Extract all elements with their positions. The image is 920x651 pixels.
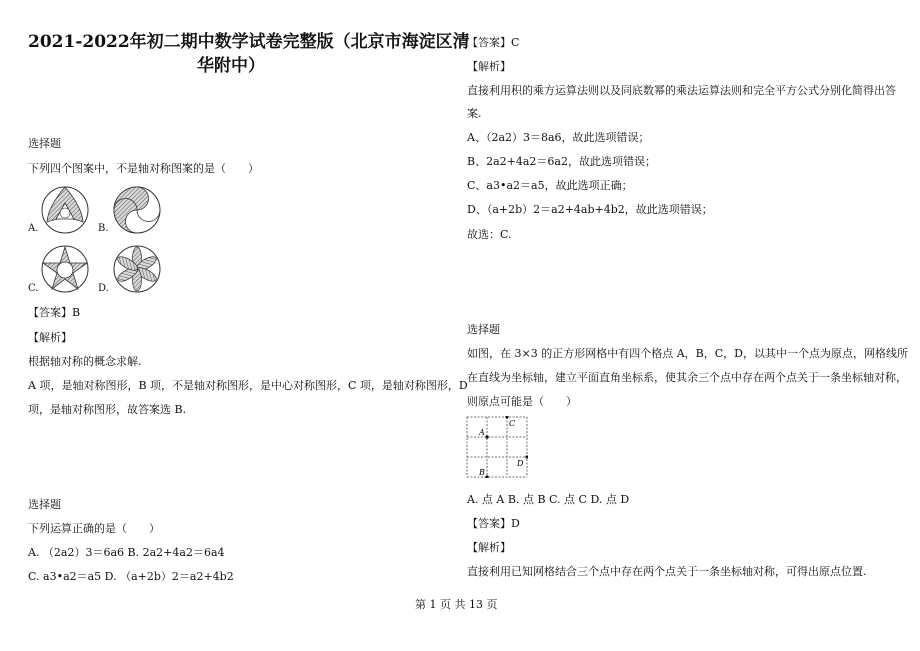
q3-analysis-1: 直接利用已知网格结合三个点中存在两个点关于一条坐标轴对称，可得出原点位置.: [467, 565, 867, 578]
q1-stem: 下列四个图案中，不是轴对称图案的是（ ）: [28, 162, 259, 175]
q2-analysis-6: D、（a+2b）2＝a2+4ab+4b2，故此选项错误；: [467, 203, 713, 216]
grid-point-d: [525, 455, 528, 458]
page-number: 第 1 页 共 13 页: [415, 598, 498, 611]
q3-stem-2: 在直线为坐标轴，建立平面直角坐标系，使其余三个点中存在两个点关于一条坐标轴对称，: [467, 371, 907, 384]
q2-analysis-3: A、（2a2）3＝8a6，故此选项错误；: [467, 131, 650, 144]
grid-point-a: [485, 435, 488, 438]
q2-analysis-7: 故选：C.: [467, 228, 512, 241]
page-title-line1: 2021-2022年初二期中数学试卷完整版（北京市海淀区清: [28, 32, 470, 52]
q1-option-c: C.: [28, 283, 39, 294]
q1-option-a: A.: [28, 223, 39, 234]
q2-analysis-head: 【解析】: [467, 60, 511, 73]
q3-stem-3: 则原点可能是（ ）: [467, 395, 577, 408]
q1-analysis-3: 项，是轴对称图形，故答案选 B.: [28, 403, 187, 416]
q1-analysis-1: 根据轴对称的概念求解.: [28, 355, 142, 368]
grid-figure: [466, 416, 528, 478]
figure-b: [112, 185, 162, 235]
q1-answer: 【答案】B: [28, 306, 81, 319]
q1-option-d: D.: [98, 283, 109, 294]
figure-a: [40, 185, 90, 235]
grid-label-a: A: [479, 428, 485, 437]
figure-d: [112, 244, 162, 294]
q2-options-line2: C. a3•a2＝a5 D. （a+2b）2＝a2+4b2: [28, 570, 234, 583]
grid-label-b: B: [479, 468, 485, 477]
q3-stem-1: 如图，在 3×3 的正方形网格中有四个格点 A，B，C，D，以其中一个点为原点，网格线所: [467, 347, 908, 360]
q2-analysis-4: B、2a2+4a2＝6a2，故此选项错误；: [467, 155, 656, 168]
q1-analysis-2: A 项，是轴对称图形，B 项，不是轴对称图形，是中心对称图形，C 项，是轴对称图形，D: [28, 379, 468, 392]
q3-options: A. 点 A B. 点 B C. 点 C D. 点 D: [467, 493, 630, 506]
q1-option-b: B.: [98, 223, 109, 234]
q2-options-line1: A. （2a2）3＝6a6 B. 2a2+4a2＝6a4: [28, 546, 225, 559]
grid-label-d: D: [517, 459, 524, 468]
figure-c: [40, 244, 90, 294]
grid-label-c: C: [509, 419, 516, 428]
q2-stem: 下列运算正确的是（ ）: [28, 522, 160, 535]
q3-analysis-head: 【解析】: [467, 541, 511, 554]
q2-analysis-2: 案.: [467, 107, 482, 120]
page-title-line2: 华附中）: [197, 56, 265, 76]
q2-type: 选择题: [28, 498, 61, 511]
q2-analysis-5: C、a3•a2＝a5，故此选项正确；: [467, 179, 633, 192]
q1-analysis-head: 【解析】: [28, 331, 72, 344]
grid-point-b: [485, 475, 488, 478]
q1-type: 选择题: [28, 137, 61, 150]
q3-type: 选择题: [467, 323, 500, 336]
q3-answer: 【答案】D: [467, 517, 520, 530]
q2-answer: 【答案】C: [467, 36, 520, 49]
q2-analysis-1: 直接利用积的乘方运算法则以及同底数幂的乘法运算法则和完全平方公式分别化简得出答: [467, 84, 896, 97]
